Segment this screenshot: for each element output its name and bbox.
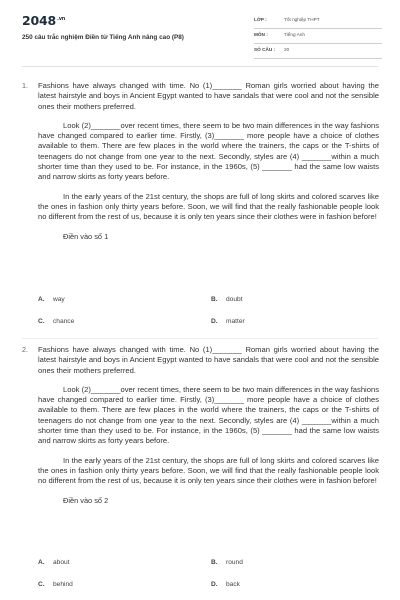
option-b[interactable]	[211, 559, 243, 566]
site-logo[interactable]	[22, 13, 65, 28]
meta-row-count	[254, 44, 382, 59]
option-letter: A.	[38, 296, 45, 303]
document-title: 250 câu trắc nghiệm Điền từ Tiếng Anh nâng cao (P8)	[22, 34, 184, 41]
option-a[interactable]	[38, 296, 65, 303]
question-prompt: Điền vào số 1	[63, 231, 109, 241]
meta-row-grade	[254, 14, 382, 29]
question-prompt: Điền vào số 2	[63, 495, 109, 505]
logo-text: 2048	[22, 13, 56, 28]
passage-paragraph: In the early years of the 21st century, the shops are full of long skirts and colored scarves like the ones in fashion only thirty years before. Soon, we will find that the really fashionable people look no different from the rest of us, because it is only ten years since their clothes were in fashion before!	[38, 191, 379, 222]
passage-paragraph: Fashions have always changed with time. No (1)_______ Roman girls worried about having the latest hairstyle and boys in Ancient Egypt wanted to have sandals that were cool and not the sensible ones their mothers preferred.	[38, 345, 379, 375]
meta-value: 20	[284, 47, 290, 52]
question-2	[22, 345, 382, 595]
option-text: doubt	[226, 296, 243, 303]
option-text: round	[226, 559, 243, 566]
logo-suffix: .vn	[57, 15, 66, 22]
option-text: chance	[53, 318, 75, 325]
meta-label: SỐ CÂU :	[254, 47, 276, 52]
option-text: about	[53, 559, 70, 566]
option-text: way	[53, 296, 65, 303]
question-separator	[22, 338, 378, 339]
option-letter: C.	[38, 581, 45, 588]
option-letter: D.	[211, 318, 218, 325]
option-text: behind	[53, 581, 73, 588]
meta-value: Tốt nghiệp THPT	[284, 17, 320, 22]
option-letter: C.	[38, 318, 45, 325]
question-body	[38, 81, 379, 241]
meta-label: MÔN :	[254, 32, 268, 37]
page-header	[0, 0, 400, 66]
option-c[interactable]	[38, 318, 74, 325]
meta-value: Tiếng Anh	[284, 32, 305, 37]
option-letter: A.	[38, 559, 45, 566]
meta-label: LỚP :	[254, 17, 267, 22]
question-1	[22, 81, 382, 336]
question-body	[38, 345, 379, 505]
passage-paragraph: Fashions have always changed with time. No (1)_______ Roman girls worried about having the latest hairstyle and boys in Ancient Egypt wanted to have sandals that were cool and not the sensible ones their mothers preferred.	[38, 81, 379, 111]
passage-paragraph: Look (2)_______over recent times, there seem to be two main differences in the way fashions have changed compared to earlier time. Firstly, (3)_______ more people have a choice of clothes available to them. There are few places in the world where the trainers, the caps or the T-shirts of teenagers do not change from one year to the next. Secondly, styles are (4) _______within a much shorter time than they used to be. For instance, in the 1960s, (5) _______ had the same low waists and narrow skirts as forty years before.	[38, 384, 379, 446]
meta-row-subject	[254, 29, 382, 44]
option-a[interactable]	[38, 559, 70, 566]
question-number: 2.	[22, 345, 28, 354]
option-d[interactable]	[211, 318, 245, 325]
option-c[interactable]	[38, 581, 73, 588]
option-text: matter	[226, 318, 245, 325]
option-text: back	[226, 581, 240, 588]
option-b[interactable]	[211, 296, 243, 303]
option-letter: B.	[211, 296, 218, 303]
header-divider	[22, 66, 378, 67]
option-letter: B.	[211, 559, 218, 566]
option-letter: D.	[211, 581, 218, 588]
meta-table	[254, 14, 382, 59]
option-d[interactable]	[211, 581, 240, 588]
passage-paragraph: Look (2)_______over recent times, there seem to be two main differences in the way fashions have changed compared to earlier time. Firstly, (3)_______ more people have a choice of clothes available to them. There are few places in the world where the trainers, the caps or the T-shirts of teenagers do not change from one year to the next. Secondly, styles are (4) _______within a much shorter time than they used to be. For instance, in the 1960s, (5) _______ had the same low waists and narrow skirts as forty years before.	[38, 120, 379, 182]
passage-paragraph: In the early years of the 21st century, the shops are full of long skirts and colored scarves like the ones in fashion only thirty years before. Soon, we will find that the really fashionable people look no different from the rest of us, because it is only ten years since their clothes were in fashion before!	[38, 455, 379, 486]
question-number: 1.	[22, 81, 28, 90]
